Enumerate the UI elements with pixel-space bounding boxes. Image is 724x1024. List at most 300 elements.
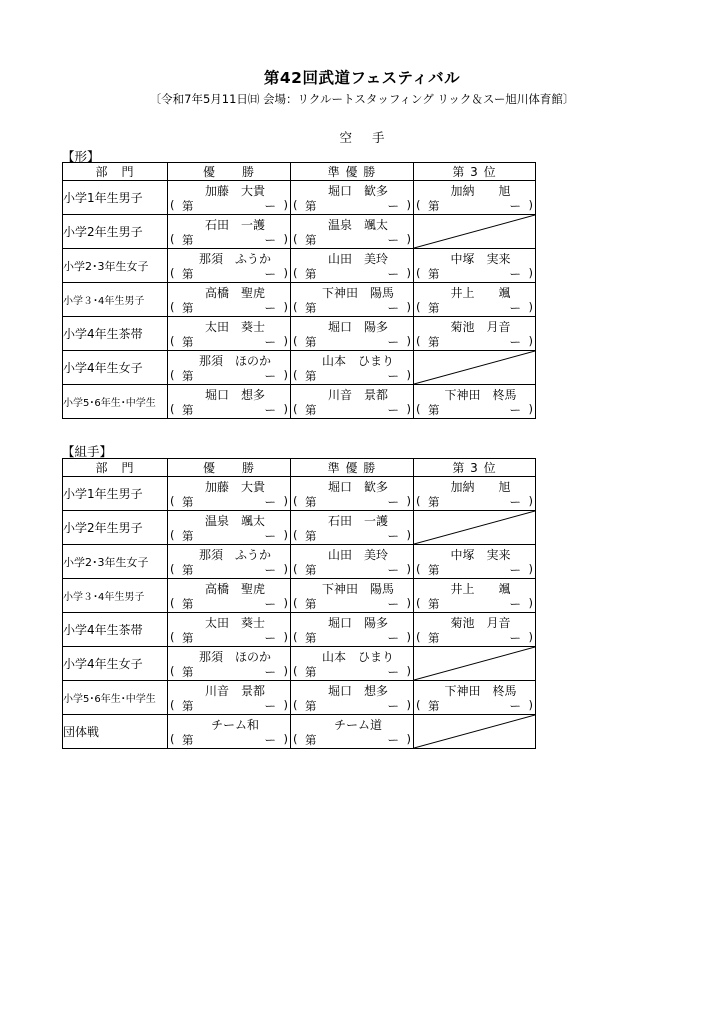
- third-place-cell: [414, 385, 536, 419]
- second-place-cell: [291, 545, 414, 579]
- rank-prefix: 第: [305, 597, 317, 611]
- athlete-name: 井上 颯: [450, 582, 511, 596]
- rank-close-paren: ): [528, 198, 533, 212]
- rank-open-paren: (: [293, 266, 298, 280]
- empty-third-place: [414, 215, 536, 249]
- rank-prefix: 第: [305, 369, 317, 383]
- rank-close-paren: ): [528, 300, 533, 314]
- rank-blank: ー: [264, 631, 276, 645]
- division-name: 小学5･6年生･中学生: [63, 385, 168, 419]
- rank-prefix: 第: [182, 369, 194, 383]
- rank-close-paren: ): [528, 596, 533, 610]
- first-place-cell: [168, 215, 291, 249]
- athlete-name: 堀口 想多: [204, 388, 265, 402]
- first-place-cell: [168, 545, 291, 579]
- rank-close-paren: ): [283, 368, 288, 382]
- second-place-cell: [291, 511, 414, 545]
- rank-close-paren: ): [406, 232, 411, 246]
- diagonal-slash-icon: [414, 215, 535, 248]
- placement-cell: [414, 283, 535, 316]
- diagonal-slash-icon: [414, 351, 535, 384]
- second-place-cell: [291, 351, 414, 385]
- rank-prefix: 第: [428, 699, 440, 713]
- rank-blank: ー: [264, 403, 276, 417]
- placement-cell: [414, 317, 535, 350]
- placement-cell: [291, 181, 413, 214]
- rank-line: [291, 266, 413, 281]
- rank-prefix: 第: [182, 403, 194, 417]
- rank-open-paren: (: [170, 494, 175, 508]
- kumite-results-table: [62, 458, 536, 749]
- second-place-cell: [291, 715, 414, 749]
- rank-prefix: 第: [182, 563, 194, 577]
- rank-line: [168, 368, 290, 383]
- athlete-name: 堀口 歓多: [327, 184, 388, 198]
- rank-open-paren: (: [170, 596, 175, 610]
- placement-cell: [291, 249, 413, 282]
- rank-close-paren: ): [283, 562, 288, 576]
- kumite-section-label: 【組手】: [62, 444, 113, 459]
- rank-line: [168, 732, 290, 747]
- rank-prefix: 第: [182, 233, 194, 247]
- rank-blank: ー: [509, 335, 521, 349]
- second-place-cell: [291, 385, 414, 419]
- second-place-cell: [291, 613, 414, 647]
- rank-open-paren: (: [170, 732, 175, 746]
- athlete-name: 井上 颯: [450, 286, 511, 300]
- rank-prefix: 第: [428, 631, 440, 645]
- table-row: [63, 181, 536, 215]
- division-name: 小学4年生茶帯: [63, 613, 168, 647]
- rank-blank: ー: [264, 233, 276, 247]
- division-name: 小学4年生女子: [63, 647, 168, 681]
- placement-cell: [414, 545, 535, 578]
- rank-line: [168, 232, 290, 247]
- rank-blank: ー: [509, 267, 521, 281]
- table-row: [63, 215, 536, 249]
- rank-close-paren: ): [283, 266, 288, 280]
- division-name: 小学2･3年生女子: [63, 249, 168, 283]
- kata-section-label: 【形】: [62, 149, 100, 164]
- second-place-cell: [291, 215, 414, 249]
- rank-line: [168, 596, 290, 611]
- third-place-cell: [414, 613, 536, 647]
- athlete-name: 石田 一護: [327, 514, 388, 528]
- placement-cell: [291, 647, 413, 680]
- table-row: [63, 351, 536, 385]
- page-title: 第42回武道フェスティバル: [263, 69, 461, 87]
- placement-cell: [168, 613, 290, 646]
- first-place-cell: [168, 385, 291, 419]
- rank-close-paren: ): [283, 596, 288, 610]
- placement-cell: [414, 249, 535, 282]
- rank-prefix: 第: [428, 403, 440, 417]
- rank-line: [291, 494, 413, 509]
- first-place-cell: [168, 283, 291, 317]
- rank-prefix: 第: [182, 597, 194, 611]
- first-place-cell: [168, 579, 291, 613]
- rank-open-paren: (: [416, 334, 421, 348]
- athlete-name: 高橋 聖虎: [204, 582, 265, 596]
- rank-prefix: 第: [182, 301, 194, 315]
- rank-prefix: 第: [428, 563, 440, 577]
- rank-blank: ー: [387, 597, 399, 611]
- rank-line: [291, 198, 413, 213]
- placement-cell: [414, 181, 535, 214]
- rank-close-paren: ): [283, 198, 288, 212]
- rank-prefix: 第: [428, 199, 440, 213]
- placement-cell: [414, 613, 535, 646]
- table-row: [63, 613, 536, 647]
- rank-open-paren: (: [293, 402, 298, 416]
- rank-close-paren: ): [406, 698, 411, 712]
- athlete-name: 石田 一護: [204, 218, 265, 232]
- rank-prefix: 第: [305, 495, 317, 509]
- rank-blank: ー: [509, 699, 521, 713]
- rank-close-paren: ): [528, 402, 533, 416]
- rank-blank: ー: [387, 335, 399, 349]
- rank-blank: ー: [264, 699, 276, 713]
- division-name: 小学2年生男子: [63, 511, 168, 545]
- rank-line: [414, 698, 535, 713]
- rank-line: [291, 664, 413, 679]
- rank-close-paren: ): [406, 266, 411, 280]
- rank-blank: ー: [387, 233, 399, 247]
- second-place-cell: [291, 317, 414, 351]
- rank-line: [168, 402, 290, 417]
- first-place-cell: [168, 249, 291, 283]
- placement-cell: [291, 215, 413, 248]
- rank-prefix: 第: [305, 335, 317, 349]
- rank-close-paren: ): [406, 368, 411, 382]
- athlete-name: 温泉 颯太: [327, 218, 388, 232]
- rank-open-paren: (: [293, 334, 298, 348]
- placement-cell: [291, 477, 413, 510]
- rank-line: [291, 528, 413, 543]
- rank-close-paren: ): [283, 664, 288, 678]
- rank-close-paren: ): [406, 198, 411, 212]
- third-place-cell: [414, 181, 536, 215]
- rank-open-paren: (: [293, 232, 298, 246]
- rank-blank: ー: [509, 631, 521, 645]
- placement-cell: [168, 579, 290, 612]
- header-third: 第 3 位: [414, 459, 536, 477]
- second-place-cell: [291, 647, 414, 681]
- table-row: [63, 477, 536, 511]
- placement-cell: [414, 579, 535, 612]
- rank-prefix: 第: [428, 597, 440, 611]
- rank-open-paren: (: [170, 334, 175, 348]
- rank-line: [168, 630, 290, 645]
- rank-blank: ー: [387, 563, 399, 577]
- rank-prefix: 第: [182, 199, 194, 213]
- rank-open-paren: (: [416, 198, 421, 212]
- athlete-name: 山本 ひまり: [321, 650, 394, 664]
- rank-line: [291, 698, 413, 713]
- table-row: [63, 545, 536, 579]
- table-row: [63, 283, 536, 317]
- placement-cell: [291, 681, 413, 714]
- placement-cell: [291, 511, 413, 544]
- athlete-name: 那須 ふうか: [198, 548, 271, 562]
- rank-line: [168, 300, 290, 315]
- rank-prefix: 第: [182, 529, 194, 543]
- rank-blank: ー: [387, 733, 399, 747]
- third-place-cell: [414, 249, 536, 283]
- athlete-name: 那須 ほのか: [198, 650, 271, 664]
- rank-line: [414, 596, 535, 611]
- rank-line: [291, 334, 413, 349]
- rank-line: [168, 698, 290, 713]
- rank-close-paren: ): [283, 698, 288, 712]
- table-row: [63, 715, 536, 749]
- rank-open-paren: (: [170, 198, 175, 212]
- rank-prefix: 第: [305, 267, 317, 281]
- rank-line: [168, 664, 290, 679]
- rank-open-paren: (: [416, 630, 421, 644]
- header-first: 優 勝: [168, 459, 291, 477]
- division-name: 小学３･4年生男子: [63, 283, 168, 317]
- rank-open-paren: (: [293, 596, 298, 610]
- rank-line: [414, 562, 535, 577]
- athlete-name: 山田 美玲: [327, 548, 388, 562]
- athlete-name: チーム和: [210, 718, 259, 732]
- rank-close-paren: ): [283, 528, 288, 542]
- rank-prefix: 第: [182, 495, 194, 509]
- rank-blank: ー: [387, 369, 399, 383]
- rank-close-paren: ): [406, 630, 411, 644]
- header-first: 優 勝: [168, 163, 291, 181]
- rank-open-paren: (: [170, 266, 175, 280]
- rank-blank: ー: [264, 733, 276, 747]
- division-name: 団体戦: [63, 715, 168, 749]
- rank-close-paren: ): [528, 698, 533, 712]
- third-place-cell: [414, 317, 536, 351]
- table-row: [63, 579, 536, 613]
- athlete-name: 加納 旭: [450, 184, 511, 198]
- second-place-cell: [291, 283, 414, 317]
- rank-blank: ー: [264, 529, 276, 543]
- rank-prefix: 第: [305, 563, 317, 577]
- rank-line: [291, 232, 413, 247]
- rank-close-paren: ): [406, 528, 411, 542]
- division-name: 小学5･6年生･中学生: [63, 681, 168, 715]
- rank-blank: ー: [509, 563, 521, 577]
- rank-close-paren: ): [283, 732, 288, 746]
- athlete-name: 温泉 颯太: [204, 514, 265, 528]
- athlete-name: 堀口 陽多: [327, 320, 388, 334]
- header-third: 第 3 位: [414, 163, 536, 181]
- rank-close-paren: ): [283, 300, 288, 314]
- first-place-cell: [168, 351, 291, 385]
- rank-close-paren: ): [528, 334, 533, 348]
- rank-close-paren: ): [406, 562, 411, 576]
- athlete-name: 中塚 実来: [450, 548, 511, 562]
- athlete-name: 菊池 月音: [450, 616, 511, 630]
- table-row: [63, 647, 536, 681]
- rank-open-paren: (: [416, 562, 421, 576]
- rank-line: [168, 562, 290, 577]
- athlete-name: 堀口 歓多: [327, 480, 388, 494]
- rank-open-paren: (: [416, 596, 421, 610]
- rank-line: [414, 198, 535, 213]
- rank-prefix: 第: [428, 495, 440, 509]
- placement-cell: [168, 511, 290, 544]
- rank-blank: ー: [264, 369, 276, 383]
- table-header-row: [63, 163, 536, 181]
- second-place-cell: [291, 579, 414, 613]
- second-place-cell: [291, 249, 414, 283]
- rank-prefix: 第: [305, 233, 317, 247]
- placement-cell: [291, 579, 413, 612]
- rank-blank: ー: [387, 403, 399, 417]
- placement-cell: [168, 385, 290, 418]
- placement-cell: [414, 681, 535, 714]
- rank-line: [291, 630, 413, 645]
- placement-cell: [414, 477, 535, 510]
- placement-cell: [291, 317, 413, 350]
- rank-prefix: 第: [182, 335, 194, 349]
- rank-line: [168, 198, 290, 213]
- rank-close-paren: ): [528, 494, 533, 508]
- rank-blank: ー: [509, 597, 521, 611]
- empty-third-place: [414, 715, 536, 749]
- rank-open-paren: (: [293, 494, 298, 508]
- rank-line: [414, 300, 535, 315]
- athlete-name: 川音 景都: [327, 388, 388, 402]
- diagonal-slash-icon: [414, 715, 535, 748]
- rank-blank: ー: [264, 665, 276, 679]
- rank-open-paren: (: [293, 732, 298, 746]
- rank-open-paren: (: [293, 698, 298, 712]
- third-place-cell: [414, 681, 536, 715]
- athlete-name: 山田 美玲: [327, 252, 388, 266]
- athlete-name: 加納 旭: [450, 480, 511, 494]
- rank-line: [414, 266, 535, 281]
- athlete-name: 下神田 柊馬: [444, 684, 517, 698]
- second-place-cell: [291, 681, 414, 715]
- rank-prefix: 第: [182, 733, 194, 747]
- rank-open-paren: (: [293, 368, 298, 382]
- rank-blank: ー: [264, 563, 276, 577]
- rank-line: [168, 334, 290, 349]
- third-place-cell: [414, 283, 536, 317]
- sport-heading: 空手: [339, 130, 405, 145]
- rank-blank: ー: [264, 335, 276, 349]
- rank-blank: ー: [509, 301, 521, 315]
- placement-cell: [291, 715, 413, 748]
- second-place-cell: [291, 477, 414, 511]
- division-name: 小学2年生男子: [63, 215, 168, 249]
- rank-open-paren: (: [170, 698, 175, 712]
- placement-cell: [168, 283, 290, 316]
- rank-line: [414, 334, 535, 349]
- third-place-cell: [414, 545, 536, 579]
- rank-prefix: 第: [305, 665, 317, 679]
- rank-open-paren: (: [170, 664, 175, 678]
- first-place-cell: [168, 613, 291, 647]
- rank-blank: ー: [264, 267, 276, 281]
- placement-cell: [168, 715, 290, 748]
- placement-cell: [168, 351, 290, 384]
- first-place-cell: [168, 511, 291, 545]
- first-place-cell: [168, 647, 291, 681]
- athlete-name: 那須 ふうか: [198, 252, 271, 266]
- rank-close-paren: ): [528, 562, 533, 576]
- rank-prefix: 第: [305, 199, 317, 213]
- rank-close-paren: ): [406, 334, 411, 348]
- athlete-name: 加藤 大貴: [204, 184, 265, 198]
- placement-cell: [291, 613, 413, 646]
- rank-open-paren: (: [170, 630, 175, 644]
- rank-line: [168, 266, 290, 281]
- rank-close-paren: ): [528, 630, 533, 644]
- rank-close-paren: ): [283, 232, 288, 246]
- rank-open-paren: (: [416, 494, 421, 508]
- placement-cell: [168, 545, 290, 578]
- rank-line: [291, 300, 413, 315]
- placement-cell: [168, 681, 290, 714]
- rank-prefix: 第: [182, 699, 194, 713]
- rank-blank: ー: [264, 495, 276, 509]
- rank-line: [168, 494, 290, 509]
- rank-blank: ー: [387, 699, 399, 713]
- rank-prefix: 第: [428, 267, 440, 281]
- rank-open-paren: (: [293, 528, 298, 542]
- rank-blank: ー: [387, 495, 399, 509]
- table-row: [63, 317, 536, 351]
- rank-line: [414, 630, 535, 645]
- athlete-name: 那須 ほのか: [198, 354, 271, 368]
- rank-open-paren: (: [170, 300, 175, 314]
- placement-cell: [291, 351, 413, 384]
- rank-open-paren: (: [170, 232, 175, 246]
- athlete-name: 加藤 大貴: [204, 480, 265, 494]
- division-name: 小学３･4年生男子: [63, 579, 168, 613]
- table-row: [63, 681, 536, 715]
- rank-blank: ー: [387, 665, 399, 679]
- rank-blank: ー: [387, 631, 399, 645]
- rank-prefix: 第: [305, 529, 317, 543]
- table-row: [63, 385, 536, 419]
- rank-prefix: 第: [305, 733, 317, 747]
- rank-blank: ー: [387, 301, 399, 315]
- first-place-cell: [168, 477, 291, 511]
- rank-blank: ー: [387, 529, 399, 543]
- rank-open-paren: (: [416, 698, 421, 712]
- rank-open-paren: (: [293, 198, 298, 212]
- athlete-name: 下神田 陽馬: [321, 286, 394, 300]
- placement-cell: [168, 647, 290, 680]
- rank-prefix: 第: [182, 267, 194, 281]
- division-name: 小学4年生茶帯: [63, 317, 168, 351]
- rank-close-paren: ): [406, 494, 411, 508]
- rank-line: [291, 402, 413, 417]
- rank-open-paren: (: [416, 266, 421, 280]
- rank-open-paren: (: [416, 300, 421, 314]
- rank-prefix: 第: [305, 631, 317, 645]
- rank-close-paren: ): [283, 402, 288, 416]
- athlete-name: 太田 葵士: [204, 616, 265, 630]
- rank-open-paren: (: [170, 368, 175, 382]
- rank-prefix: 第: [305, 301, 317, 315]
- placement-cell: [168, 477, 290, 510]
- kata-results-table: [62, 162, 536, 419]
- rank-prefix: 第: [428, 301, 440, 315]
- placement-cell: [414, 385, 535, 418]
- athlete-name: 下神田 陽馬: [321, 582, 394, 596]
- rank-close-paren: ): [406, 732, 411, 746]
